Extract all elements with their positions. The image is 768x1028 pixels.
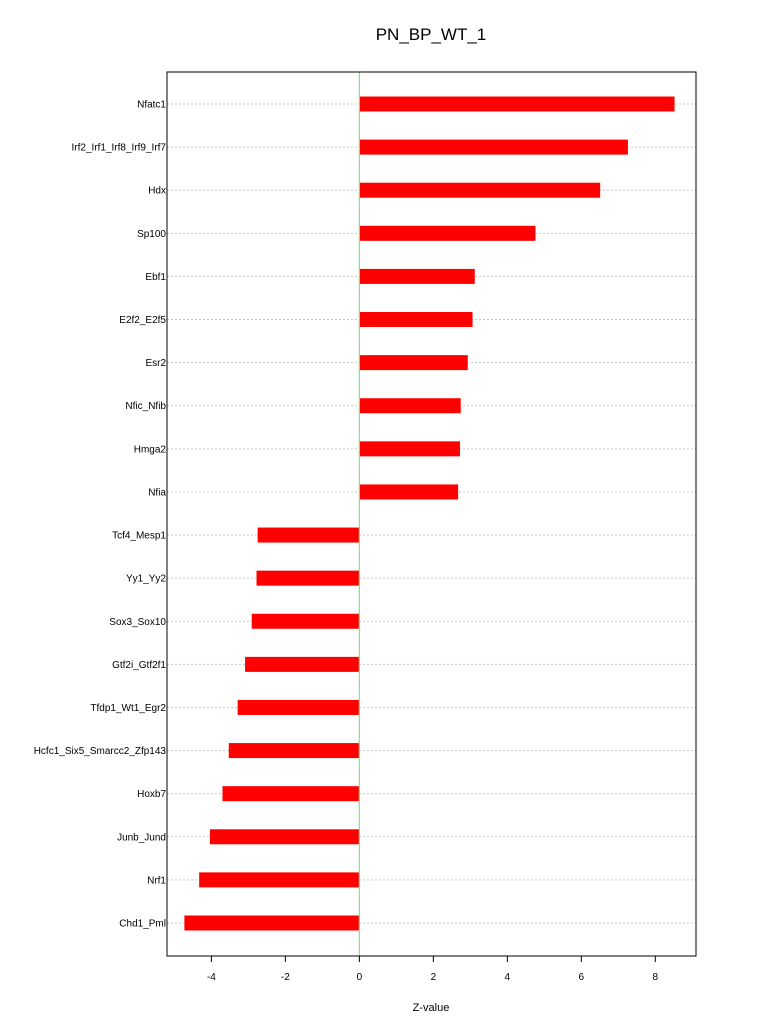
x-tick-label: 0 <box>356 972 363 983</box>
category-label: Hoxb7 <box>137 789 166 801</box>
category-label: Irf2_Irf1_Irf8_Irf9_Irf7 <box>71 142 166 154</box>
category-label: Junb_Jund <box>117 832 166 844</box>
category-label: Ebf1 <box>145 271 166 283</box>
category-label: Hcfc1_Six5_Smarcc2_Zfp143 <box>33 746 166 758</box>
bar-sp100 <box>359 226 535 241</box>
x-tick-label: 8 <box>652 972 659 983</box>
bar-ebf1 <box>359 269 474 284</box>
bar-nfia <box>359 484 458 499</box>
bar-junb-jund <box>210 829 359 844</box>
category-label: Nrf1 <box>147 875 166 887</box>
x-tick-label: 4 <box>504 972 511 983</box>
bar-sox3-sox10 <box>252 614 360 629</box>
category-label: Hdx <box>148 185 166 197</box>
bar-e2f2-e2f5 <box>359 312 472 327</box>
category-label: Sox3_Sox10 <box>109 616 166 628</box>
category-label: Tfdp1_Wt1_Egr2 <box>90 702 166 714</box>
category-label: Hmga2 <box>133 444 166 456</box>
category-label: Nfatc1 <box>137 99 166 111</box>
category-label: Gtf2i_Gtf2f1 <box>112 659 166 671</box>
bars <box>184 97 674 931</box>
bar-hoxb7 <box>222 786 359 801</box>
category-label: Sp100 <box>137 228 166 240</box>
category-label: Esr2 <box>145 358 166 370</box>
x-axis-label: Z-value <box>412 1002 450 1014</box>
bar-nfatc1 <box>359 97 674 112</box>
category-label: Tcf4_Mesp1 <box>112 530 166 542</box>
x-tick-label: -4 <box>206 972 216 983</box>
bar-yy1-yy2 <box>257 571 360 586</box>
bar-nfic-nfib <box>359 398 460 413</box>
x-tick-label: -2 <box>280 972 290 983</box>
category-label: Nfia <box>148 487 166 499</box>
category-label: E2f2_E2f5 <box>119 315 166 327</box>
plot-frame <box>167 72 696 956</box>
y-axis-labels <box>34 100 167 930</box>
bar-hmga2 <box>359 441 460 456</box>
bar-tcf4-mesp1 <box>258 528 360 543</box>
bar-nrf1 <box>199 872 359 887</box>
bar-gtf2i-gtf2f1 <box>245 657 359 672</box>
bar-tfdp1-wt1-egr2 <box>238 700 360 715</box>
category-label: Chd1_Pml <box>119 918 166 930</box>
x-tick-label: 2 <box>430 972 437 983</box>
x-axis <box>207 956 659 983</box>
bar-hcfc1-six5-smarcc2-zfp143 <box>229 743 360 758</box>
bar-chd1-pml <box>184 916 359 931</box>
x-tick-label: 6 <box>578 972 585 983</box>
category-label: Yy1_Yy2 <box>125 573 166 585</box>
bar-irf2-irf1-irf8-irf9-irf7 <box>359 140 628 155</box>
bar-esr2 <box>359 355 467 370</box>
category-label: Nfic_Nfib <box>125 401 166 413</box>
chart-title: PN_BP_WT_1 <box>375 25 487 44</box>
bar-hdx <box>359 183 600 198</box>
